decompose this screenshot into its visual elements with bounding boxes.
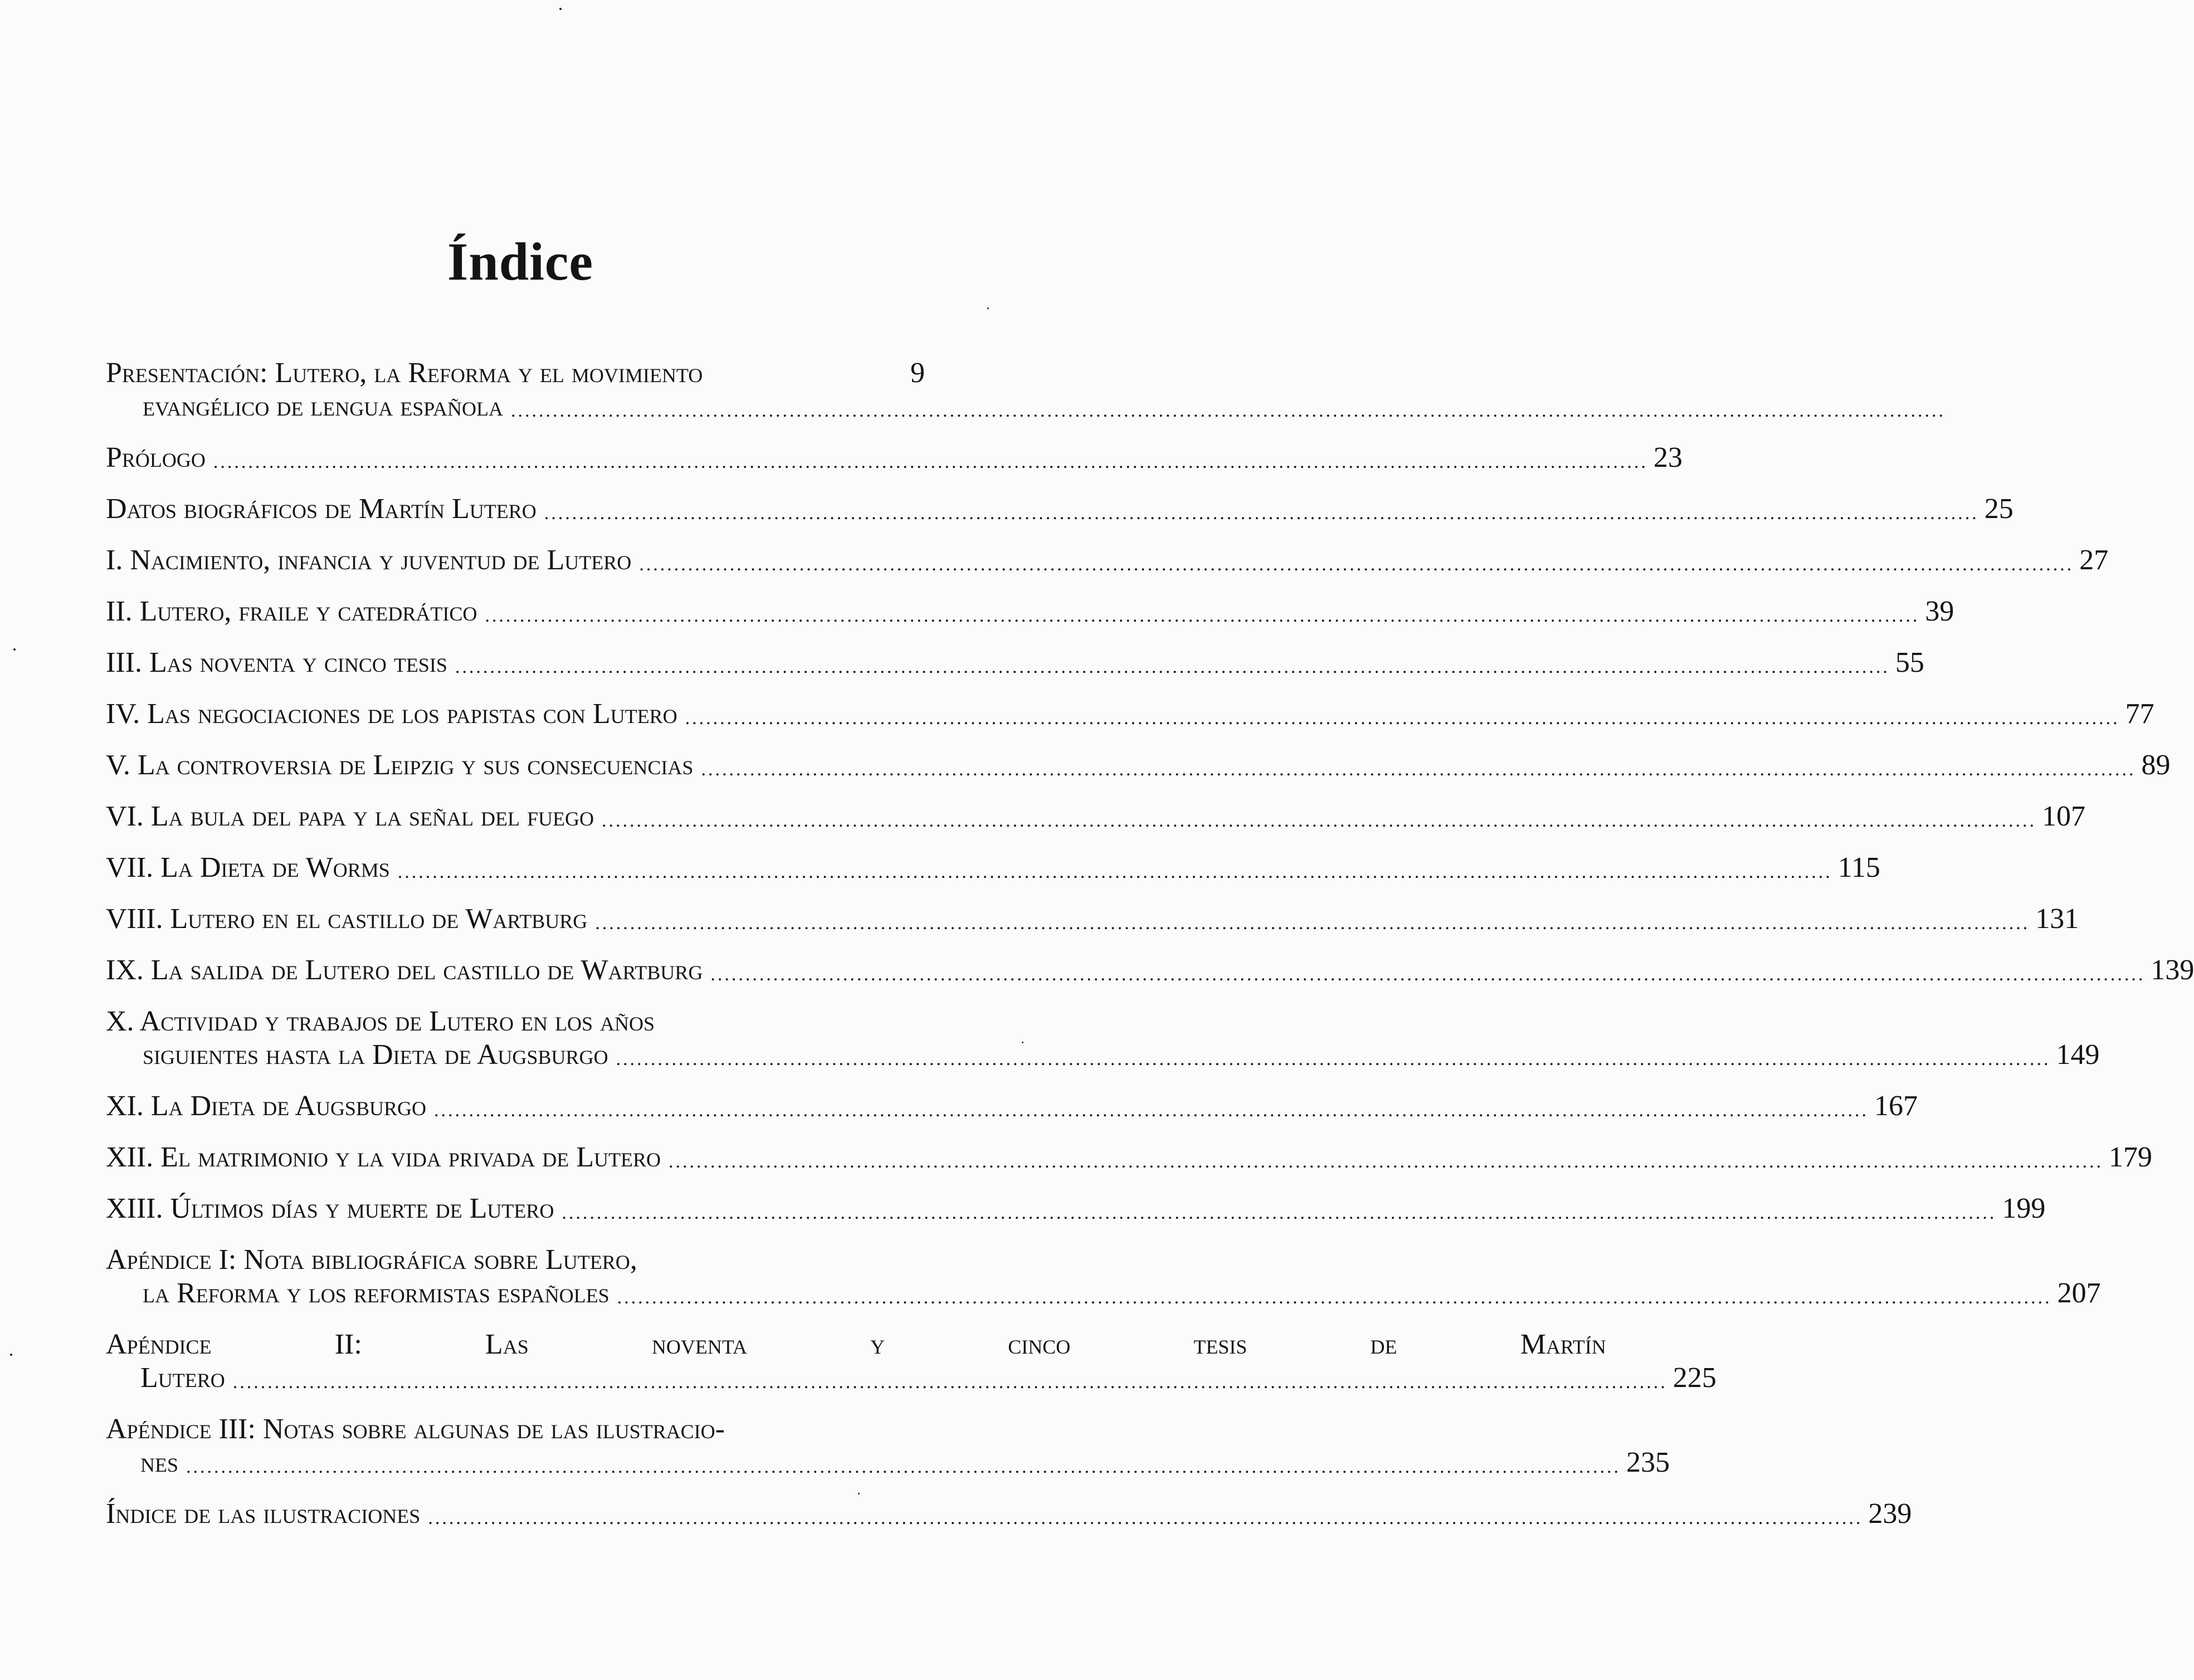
toc-entry — [106, 1413, 1670, 1479]
scan-speck — [858, 1493, 860, 1495]
toc-page-number: 149 — [2056, 1039, 2100, 1071]
leader-dots — [639, 553, 2074, 577]
leader-dots — [595, 911, 2030, 936]
toc-page-number: 107 — [2042, 800, 2086, 832]
toc-entry — [106, 697, 2154, 731]
toc-entry-title: I. Nacimiento, infancia y juventud de Lutero — [106, 544, 632, 576]
toc-entry-title: XII. El matrimonio y la vida privada de Lutero — [106, 1141, 661, 1173]
toc-page-number: 207 — [2057, 1277, 2101, 1309]
toc-entry-title: XIII. Últimos días y muerte de Lutero — [106, 1193, 554, 1224]
leader-dots — [617, 1286, 2052, 1310]
toc-page-number: 25 — [1984, 493, 2013, 525]
toc-entry-title: VI. La bula del papa y la señal del fuego — [106, 800, 594, 832]
leader-dots — [511, 399, 1946, 423]
leader-dots — [544, 501, 1979, 526]
toc-page-number: 239 — [1868, 1498, 1912, 1530]
leader-dots — [602, 809, 2036, 833]
scan-speck — [987, 307, 989, 309]
toc-entry — [106, 749, 2171, 782]
leader-dots — [685, 706, 2120, 731]
toc-entry — [106, 1192, 2046, 1225]
toc-entry — [106, 1243, 2101, 1310]
leader-dots — [455, 655, 1890, 680]
toc-page-number: 167 — [1874, 1090, 1918, 1122]
toc-page-number: 77 — [2125, 698, 2154, 730]
toc-entry — [106, 1328, 1717, 1395]
scan-speck — [1022, 1042, 1023, 1043]
toc-entry — [106, 646, 1924, 680]
toc-page-number: 9 — [910, 357, 925, 389]
toc-entry-title: VIII. Lutero en el castillo de Wartburg — [106, 903, 588, 935]
toc-page-number: 235 — [1626, 1447, 1670, 1478]
scan-speck — [559, 8, 562, 10]
toc-entry — [106, 356, 925, 423]
leader-dots — [562, 1201, 1996, 1225]
toc-entry-title: Apéndice II: Las noventa y cinco tesis de Martín — [106, 1329, 1606, 1360]
toc-page-number: 199 — [2002, 1193, 2046, 1224]
leader-dots — [434, 1098, 1869, 1123]
toc-entry-title: V. La controversia de Leipzig y sus consecuencias — [106, 749, 694, 781]
toc-entry-title-continued: siguientes hasta la Dieta de Augsburgo — [143, 1039, 608, 1071]
leader-dots — [701, 758, 2136, 782]
leader-dots — [213, 450, 1648, 475]
leader-dots — [233, 1370, 1668, 1395]
toc-page-number: 115 — [1837, 852, 1880, 883]
toc-entry-title: Presentación: Lutero, la Reforma y el movimiento — [106, 357, 703, 389]
page-title: Índice — [447, 232, 594, 291]
toc-page-number: 139 — [2151, 954, 2194, 986]
toc-entry — [106, 1497, 1912, 1531]
toc-entry — [106, 1141, 2153, 1174]
toc-page-number: 55 — [1895, 647, 1924, 678]
scan-speck — [10, 1354, 12, 1356]
toc-entry-title: Apéndice III: Notas sobre algunas de las ilustracio- — [106, 1413, 725, 1445]
toc-entry — [106, 902, 2079, 936]
toc-entry — [106, 800, 2086, 833]
toc-entry-title-continued: nes — [140, 1447, 179, 1478]
toc-entry-title: IV. Las negociaciones de los papistas con Lutero — [106, 698, 677, 730]
leader-dots — [485, 604, 1919, 628]
toc-entry-title: Prólogo — [106, 442, 206, 473]
leader-dots — [186, 1455, 1621, 1479]
toc-page-number: 27 — [2079, 544, 2109, 576]
leader-dots — [669, 1150, 2103, 1174]
toc-entry-title: VII. La Dieta de Worms — [106, 852, 390, 883]
toc-entry — [106, 544, 2109, 577]
scan-speck — [13, 648, 16, 651]
toc-entry-title: Índice de las ilustraciones — [106, 1498, 421, 1530]
toc-page-number: 39 — [1925, 595, 1954, 627]
toc-entry — [106, 595, 1954, 628]
toc-entry — [106, 492, 2013, 526]
toc-entry-title: Datos biográficos de Martín Lutero — [106, 493, 537, 525]
table-of-contents — [106, 356, 2194, 1531]
toc-entry — [106, 1005, 2100, 1072]
toc-entry-title: X. Actividad y trabajos de Lutero en los años — [106, 1005, 655, 1037]
toc-entry — [106, 954, 2194, 987]
toc-entry-title: XI. La Dieta de Augsburgo — [106, 1090, 426, 1122]
toc-page-number: 23 — [1653, 442, 1683, 473]
toc-entry-title-continued: la Reforma y los reformistas españoles — [143, 1277, 610, 1309]
leader-dots — [428, 1506, 1863, 1531]
leader-dots — [398, 860, 1832, 885]
leader-dots — [710, 963, 2145, 987]
toc-entry — [106, 851, 1880, 885]
toc-entry-title-continued: Lutero — [140, 1362, 225, 1394]
toc-entry — [106, 441, 1683, 475]
leader-dots — [616, 1047, 2050, 1072]
toc-entry-title-continued: evangélico de lengua española — [143, 390, 503, 422]
toc-page-number: 225 — [1673, 1362, 1717, 1394]
toc-entry-title: II. Lutero, fraile y catedrático — [106, 595, 477, 627]
toc-page-number: 89 — [2141, 749, 2171, 781]
toc-entry — [106, 1090, 1918, 1123]
toc-page-number: 131 — [2035, 903, 2079, 935]
toc-entry-title: Apéndice I: Nota bibliográfica sobre Lutero, — [106, 1244, 637, 1276]
toc-page-number: 179 — [2109, 1141, 2153, 1173]
toc-entry-title: IX. La salida de Lutero del castillo de Wartburg — [106, 954, 703, 986]
toc-entry-title: III. Las noventa y cinco tesis — [106, 647, 447, 678]
